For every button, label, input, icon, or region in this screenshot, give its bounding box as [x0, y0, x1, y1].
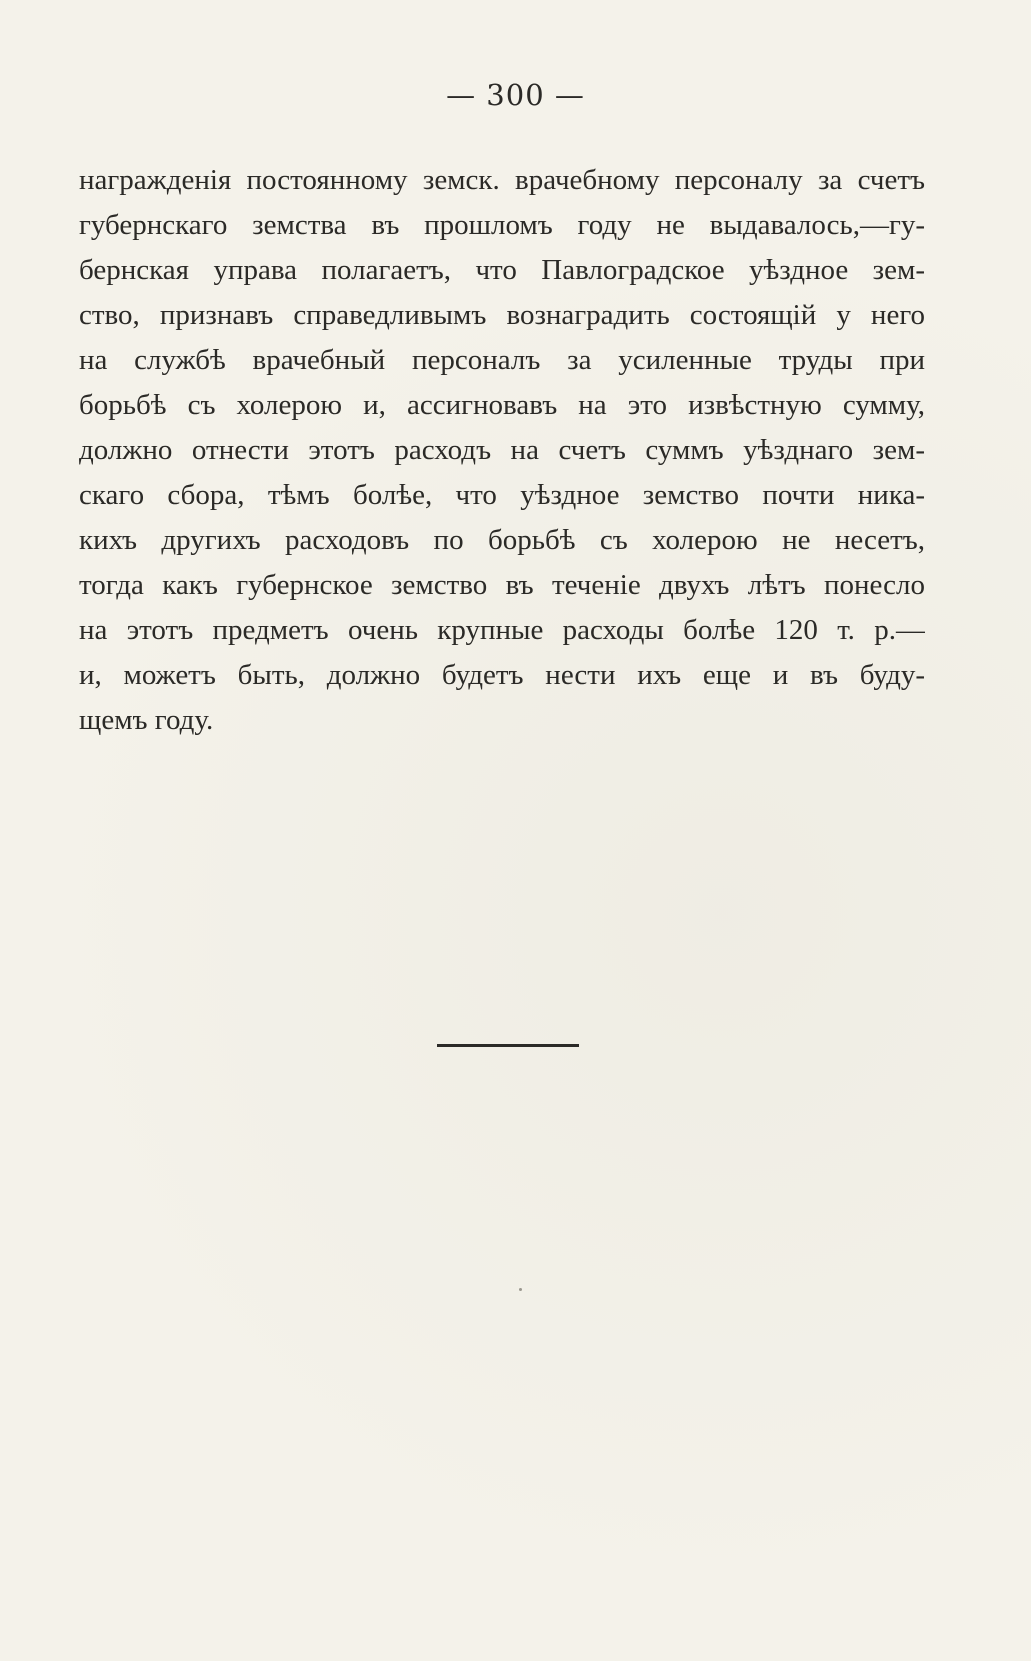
section-divider	[437, 1044, 579, 1047]
text-line: тогда какъ губернское земство въ теченіе двухъ лѣтъ понесло	[79, 569, 925, 601]
text-line: скаго сбора, тѣмъ болѣе, что уѣздное земство почти ника-	[79, 479, 925, 511]
text-line: награжденія постоянному земск. врачебному персоналу за счетъ	[79, 164, 925, 196]
text-line: щемъ году.	[79, 704, 214, 736]
text-line: на этотъ предметъ очень крупные расходы болѣе 120 т. р.—	[79, 614, 925, 646]
text-line: губернскаго земства въ прошломъ году не выдавалось,—гу-	[79, 209, 925, 241]
body-paragraph	[79, 158, 925, 743]
page-number: — 300 —	[446, 78, 585, 112]
text-line: и, можетъ быть, должно будетъ нести ихъ еще и въ буду-	[79, 659, 925, 691]
text-line: на службѣ врачебный персоналъ за усиленные труды при	[79, 344, 925, 376]
text-line: борьбѣ съ холерою и, ассигновавъ на это извѣстную сумму,	[79, 389, 925, 421]
text-line: ство, признавъ справедливымъ вознаградить состоящій у него	[79, 299, 925, 331]
text-line: кихъ другихъ расходовъ по борьбѣ съ холерою не несетъ,	[79, 524, 925, 556]
text-line: должно отнести этотъ расходъ на счетъ суммъ уѣзднаго зем-	[79, 434, 925, 466]
paper-speck	[519, 1288, 522, 1291]
text-line: бернская управа полагаетъ, что Павлоградское уѣздное зем-	[79, 254, 925, 286]
